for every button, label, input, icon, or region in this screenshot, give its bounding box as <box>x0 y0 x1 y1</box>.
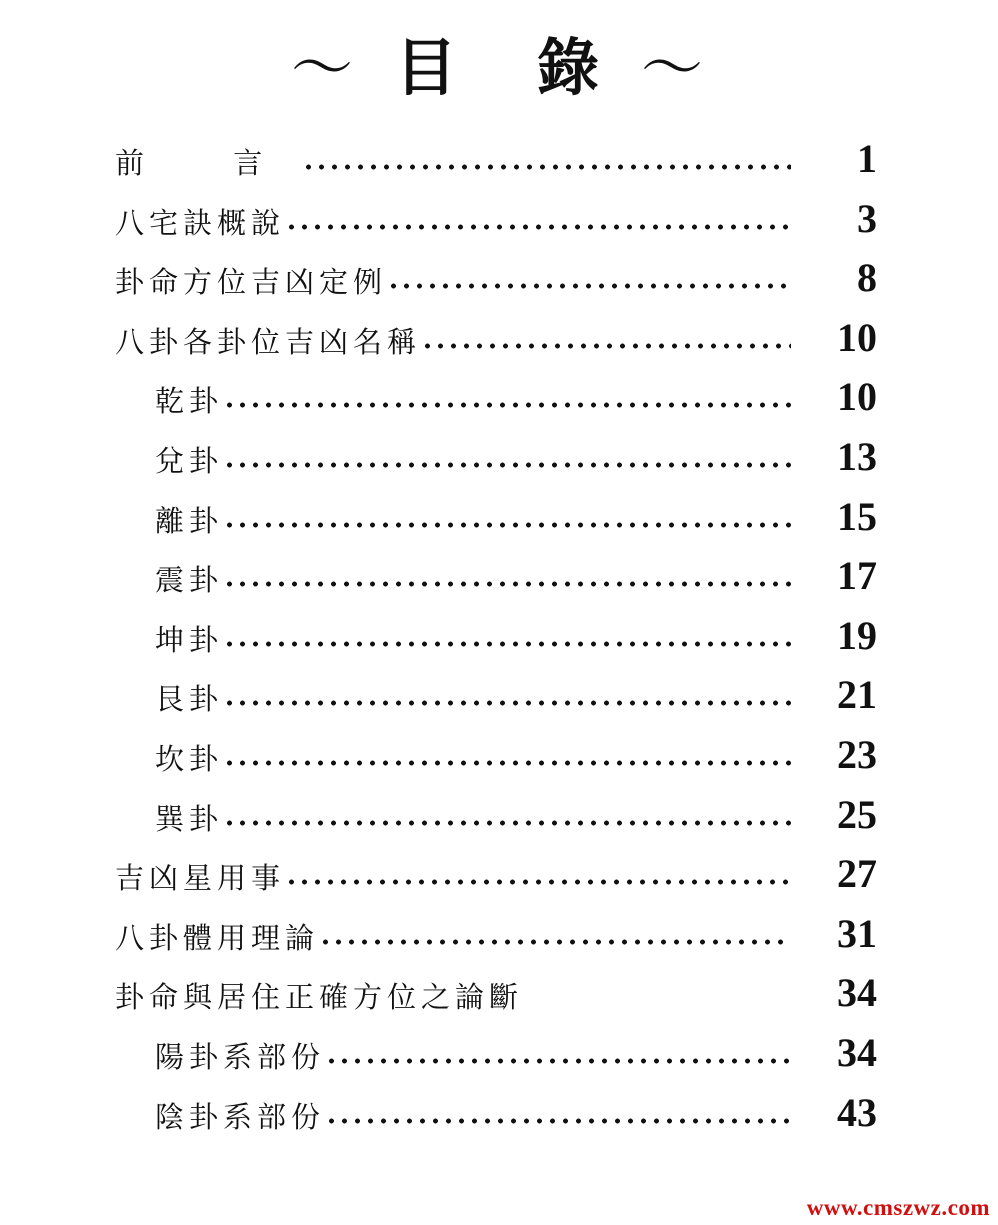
toc-entry[interactable] <box>155 789 877 839</box>
dot-leader <box>319 938 791 946</box>
toc-entry-title: 震卦 <box>155 563 224 597</box>
toc-entry[interactable] <box>155 729 877 779</box>
dot-leader <box>387 282 791 290</box>
watermark: www.cmszwz.com <box>806 1195 990 1220</box>
toc-entry-title: 八卦各卦位吉凶名稱 <box>115 325 422 359</box>
toc-page-number: 34 <box>837 970 877 1015</box>
dot-leader <box>325 1057 791 1065</box>
toc-entry[interactable] <box>115 848 877 898</box>
toc-page-number: 17 <box>837 553 877 598</box>
toc-page-number: 27 <box>837 851 877 896</box>
toc-entry[interactable] <box>155 1087 877 1137</box>
toc-entry-title: 卦命方位吉凶定例 <box>115 265 388 299</box>
toc-entry-title: 兌卦 <box>155 444 224 478</box>
toc-entry-title: 八宅訣概說 <box>115 206 286 240</box>
title-char-mu: 目 <box>394 31 461 104</box>
toc-page-number: 25 <box>837 792 877 837</box>
title-left-ornament: 〜 <box>290 31 357 104</box>
toc-entry[interactable] <box>155 669 877 719</box>
toc-entry[interactable] <box>115 193 877 243</box>
toc-entry-title: 八卦體用理論 <box>115 921 320 955</box>
dot-leader <box>421 342 791 350</box>
toc-entry[interactable] <box>115 908 877 958</box>
toc-entry-title: 坤卦 <box>155 623 224 657</box>
toc-page-number: 1 <box>857 136 877 181</box>
dot-leader <box>302 163 791 171</box>
toc-entry-title: 離卦 <box>155 504 224 538</box>
toc-page-number: 10 <box>837 374 877 419</box>
toc-entry[interactable] <box>155 610 877 660</box>
dot-leader <box>523 997 791 1005</box>
toc-page-number: 34 <box>837 1030 877 1075</box>
dot-leader <box>223 401 791 409</box>
toc-page-number: 31 <box>837 911 877 956</box>
toc-page-number: 13 <box>837 434 877 479</box>
dot-leader <box>285 878 791 886</box>
toc-page-number: 43 <box>837 1090 877 1135</box>
title-right-ornament: 〜 <box>641 31 708 104</box>
toc-page-number: 10 <box>837 315 877 360</box>
toc-entry-title: 陰卦系部份 <box>155 1100 326 1134</box>
toc-entry[interactable] <box>155 550 877 600</box>
dot-leader <box>223 640 791 648</box>
toc-entry-title: 卦命與居住正確方位之論斷 <box>115 980 524 1014</box>
toc-entry[interactable] <box>155 491 877 541</box>
dot-leader <box>285 223 791 231</box>
title-char-lu: 錄 <box>537 31 604 104</box>
toc-page-number: 21 <box>837 672 877 717</box>
dot-leader <box>223 819 791 827</box>
dot-leader <box>223 699 791 707</box>
toc-entry[interactable] <box>115 312 877 362</box>
toc-page-number: 19 <box>837 613 877 658</box>
toc-entry[interactable] <box>115 252 877 302</box>
toc-entry[interactable] <box>155 1027 877 1077</box>
toc-entry[interactable] <box>115 133 877 183</box>
toc-page-number: 23 <box>837 732 877 777</box>
toc-entry-title: 乾卦 <box>155 384 224 418</box>
toc-entry-title: 巽卦 <box>155 802 224 836</box>
toc-entry[interactable] <box>115 967 877 1017</box>
toc-page-number: 8 <box>857 255 877 300</box>
toc-entry-title: 陽卦系部份 <box>155 1040 326 1074</box>
toc-entry-title: 坎卦 <box>155 742 224 776</box>
dot-leader <box>325 1117 791 1125</box>
toc-entry[interactable] <box>155 431 877 481</box>
dot-leader <box>223 580 791 588</box>
toc-entry-title: 艮卦 <box>155 682 224 716</box>
toc-entry-title: 前 言 <box>115 146 303 180</box>
toc-page-number: 3 <box>857 196 877 241</box>
dot-leader <box>223 521 791 529</box>
toc-entry[interactable] <box>155 371 877 421</box>
dot-leader <box>223 759 791 767</box>
toc-page-number: 15 <box>837 494 877 539</box>
dot-leader <box>223 461 791 469</box>
toc-entry-title: 吉凶星用事 <box>115 861 286 895</box>
